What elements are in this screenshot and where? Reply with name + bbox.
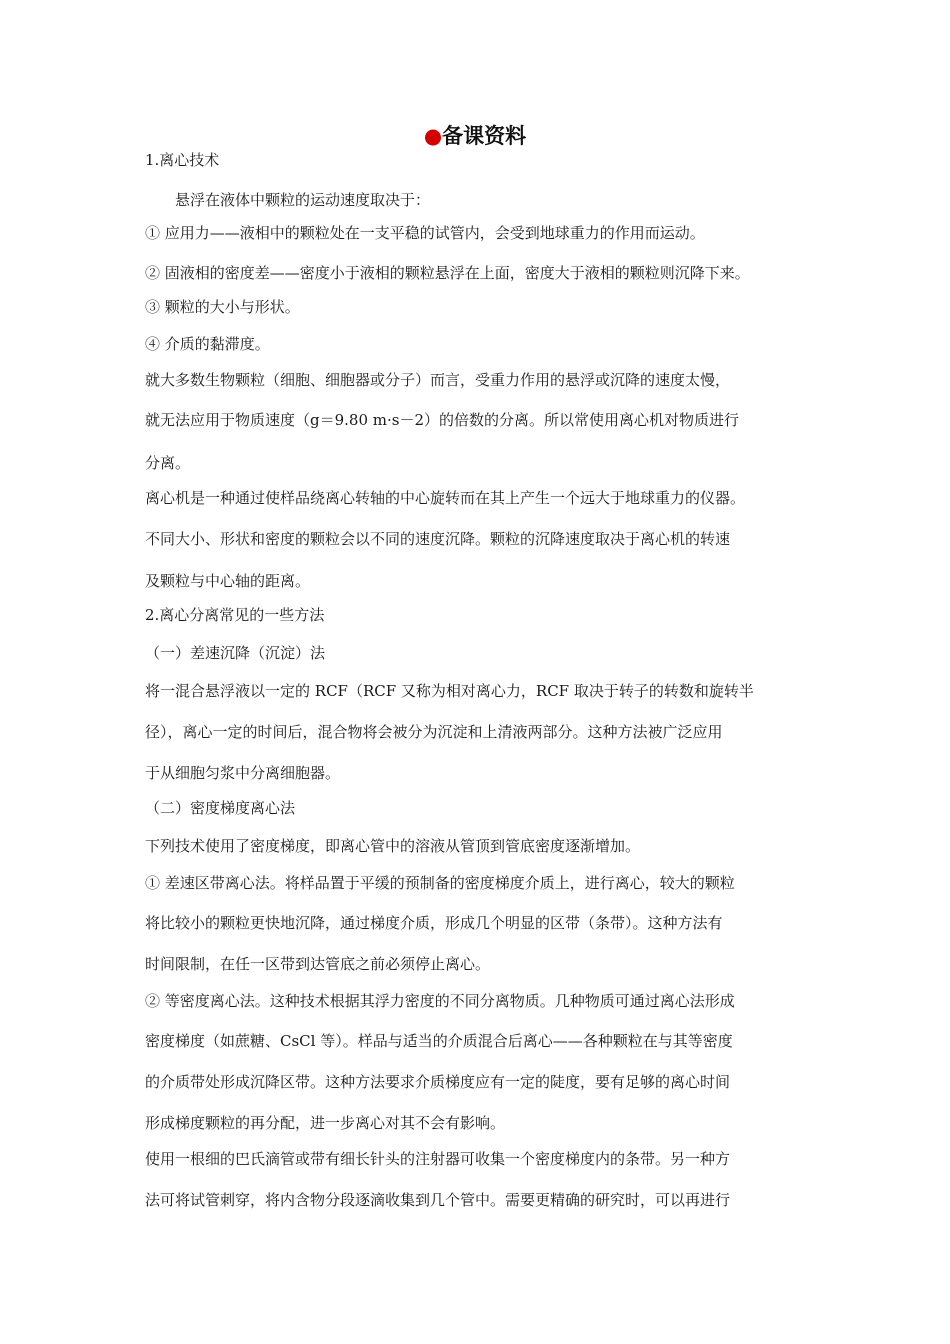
list-item-5: ① 差速区带离心法。将样品置于平缓的预制备的密度梯度介质上，进行离心，较大的颗粒 (145, 874, 735, 892)
list-item-4: ④ 介质的黏滞度。 (145, 335, 270, 353)
paragraph-line: 形成梯度颗粒的再分配，进一步离心对其不会有影响。 (145, 1114, 506, 1132)
subsection-heading-2: （二）密度梯度离心法 (145, 799, 296, 817)
paragraph-line: 悬浮在液体中颗粒的运动速度取决于： (175, 191, 431, 209)
paragraph-line: 分离。 (145, 454, 191, 472)
list-item-2: ② 固液相的密度差——密度小于液相的颗粒悬浮在上面，密度大于液相的颗粒则沉降下来。 (145, 264, 750, 282)
section-heading-2: 2.离心分离常见的一些方法 (145, 606, 325, 624)
document-title (0, 120, 950, 150)
paragraph-line: 就大多数生物颗粒（细胞、细胞器或分子）而言，受重力作用的悬浮或沉降的速度太慢， (145, 371, 731, 389)
paragraph-line: 径），离心一定的时间后，混合物将会被分为沉淀和上清液两部分。这种方法被广泛应用 (145, 723, 723, 741)
paragraph-line: 下列技术使用了密度梯度，即离心管中的溶液从管顶到管底密度逐渐增加。 (145, 837, 641, 855)
list-item-1: ① 应用力——液相中的颗粒处在一支平稳的试管内，会受到地球重力的作用而运动。 (145, 224, 705, 242)
paragraph-line: 于从细胞匀浆中分离细胞器。 (145, 764, 341, 782)
paragraph-line: 将一混合悬浮液以一定的 RCF（RCF 又称为相对离心力，RCF 取决于转子的转数和旋转半 (145, 682, 754, 700)
paragraph-line: 及颗粒与中心轴的距离。 (145, 572, 311, 590)
paragraph-line: 法可将试管刺穿，将内含物分段逐滴收集到几个管中。需要更精确的研究时，可以再进行 (145, 1191, 731, 1209)
list-item-6: ② 等密度离心法。这种技术根据其浮力密度的不同分离物质。几种物质可通过离心法形成 (145, 992, 735, 1010)
paragraph-line: 就无法应用于物质速度（g＝9.80 m·s－2）的倍数的分离。所以常使用离心机对物质进行 (145, 411, 740, 429)
title-text: 备课资料 (442, 123, 527, 148)
paragraph-line: 将比较小的颗粒更快地沉降，通过梯度介质，形成几个明显的区带（条带）。这种方法有 (145, 914, 723, 932)
paragraph-line: 离心机是一种通过使样品绕离心转轴的中心旋转而在其上产生一个远大于地球重力的仪器。 (145, 489, 746, 507)
subsection-heading-1: （一）差速沉降（沉淀）法 (145, 644, 326, 662)
paragraph-line: 使用一根细的巴氏滴管或带有细长针头的注射器可收集一个密度梯度内的条带。另一种方 (145, 1150, 731, 1168)
paragraph-line: 密度梯度（如蔗糖、CsCl 等）。样品与适当的介质混合后离心——各种颗粒在与其等密度 (145, 1032, 733, 1050)
paragraph-line: 时间限制，在任一区带到达管底之前必须停止离心。 (145, 955, 491, 973)
list-item-3: ③ 颗粒的大小与形状。 (145, 298, 300, 316)
paragraph-line: 的介质带处形成沉降区带。这种方法要求介质梯度应有一定的陡度，要有足够的离心时间 (145, 1073, 731, 1091)
title-bullet-icon: ● (423, 123, 443, 148)
section-heading-1: 1.离心技术 (145, 151, 220, 169)
paragraph-line: 不同大小、形状和密度的颗粒会以不同的速度沉降。颗粒的沉降速度取决于离心机的转速 (145, 530, 731, 548)
